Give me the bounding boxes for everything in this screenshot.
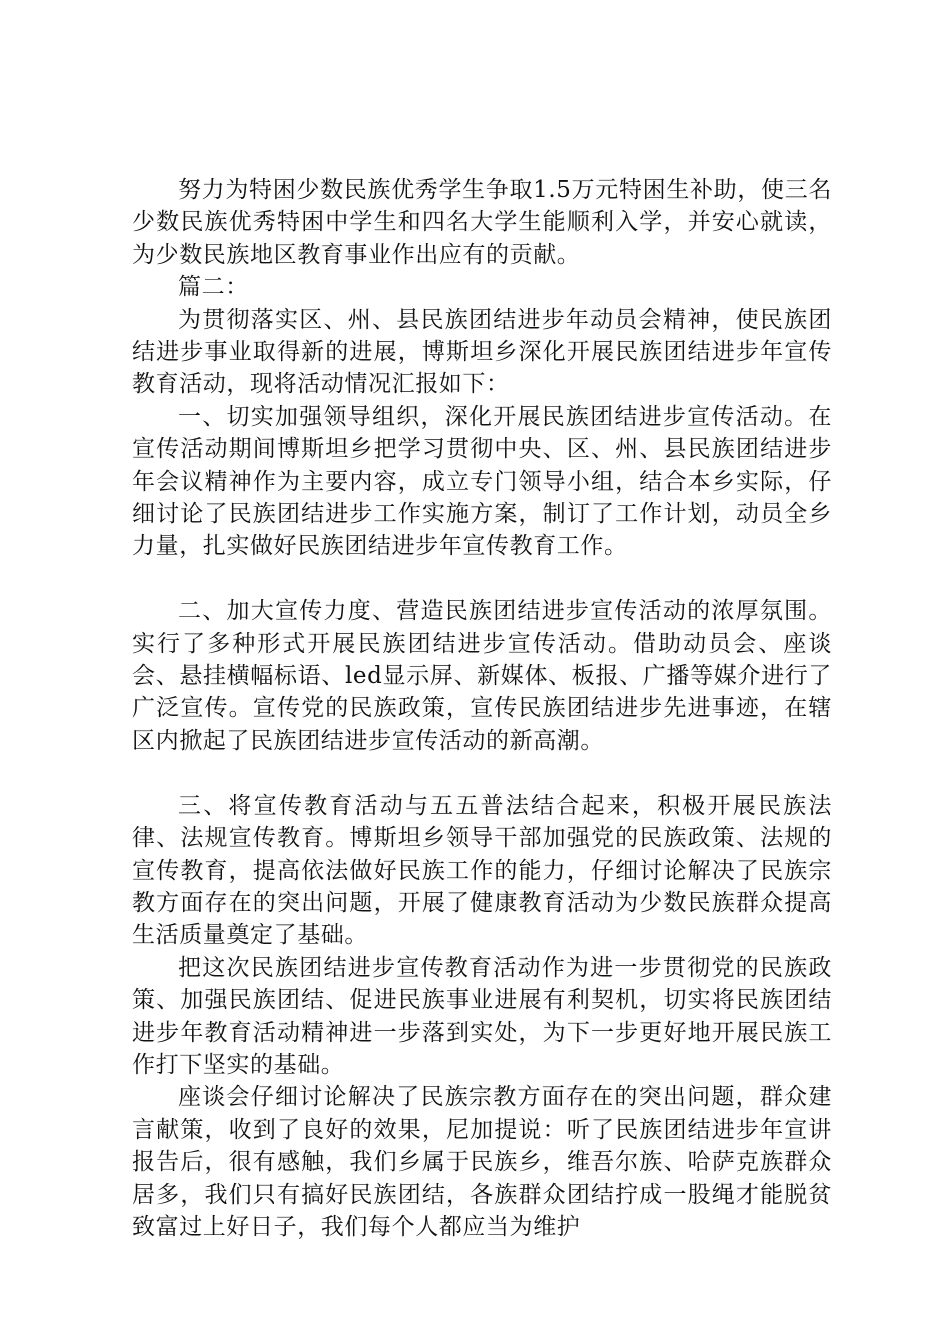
document-body — [132, 174, 832, 1243]
section-heading-part-two: 篇二： — [178, 274, 249, 301]
paragraph-point-three: 三、将宣传教育活动与五五普法结合起来，积极开展民族法律、法规宣传教育。博斯坦乡领导干部加强党的民族政策、法规的宣传教育，提高依法做好民族工作的能力，仔细讨论解决了民族宗教方面存在的突出问题，开展了健康教育活动为少数民族群众提高生活质量奠定了基础。 — [132, 792, 832, 949]
paragraph-point-one: 一、切实加强领导组织，深化开展民族团结进步宣传活动。在宣传活动期间博斯坦乡把学习贯彻中央、区、州、县民族团结进步年会议精神作为主要内容，成立专门领导小组，结合本乡实际，仔细讨论了民族团结进步工作实施方案，制订了工作计划，动员全乡力量，扎实做好民族团结进步年宣传教育工作。 — [132, 403, 832, 560]
paragraph-intro: 为贯彻落实区、州、县民族团结进步年动员会精神，使民族团结进步事业取得新的进展，博斯坦乡深化开展民族团结进步年宣传教育活动，现将活动情况汇报如下： — [132, 306, 832, 398]
paragraph-forum: 座谈会仔细讨论解决了民族宗教方面存在的突出问题，群众建言献策，收到了良好的效果，尼加提说：听了民族团结进步年宣讲报告后，很有感触，我们乡属于民族乡，维吾尔族、哈萨克族群众居多，我们只有搞好民族团结，各族群众团结拧成一股绳才能脱贫致富过上好日子，我们每个人都应当为维护 — [132, 1084, 832, 1240]
paragraph-summary: 把这次民族团结进步宣传教育活动作为进一步贯彻党的民族政策、加强民族团结、促进民族事业进展有利契机，切实将民族团结进步年教育活动精神进一步落到实处，为下一步更好地开展民族工作打下坚实的基础。 — [132, 954, 832, 1078]
paragraph-gap — [132, 757, 832, 789]
paragraph-scholarship: 努力为特困少数民族优秀学生争取1.5万元特困生补助，使三名少数民族优秀特困中学生和四名大学生能顺利入学，并安心就读，为少数民族地区教育事业作出应有的贡献。 — [132, 177, 832, 268]
paragraph-point-two: 二、加大宣传力度、营造民族团结进步宣传活动的浓厚氛围。实行了多种形式开展民族团结进步宣传活动。借助动员会、座谈会、悬挂横幅标语、led显示屏、新媒体、板报、广播等媒介进行了广泛宣传。宣传党的民族政策，宣传民族团结进步先进事迹，在辖区内掀起了民族团结进步宣传活动的新高潮。 — [132, 598, 832, 754]
paragraph-gap — [132, 563, 832, 595]
